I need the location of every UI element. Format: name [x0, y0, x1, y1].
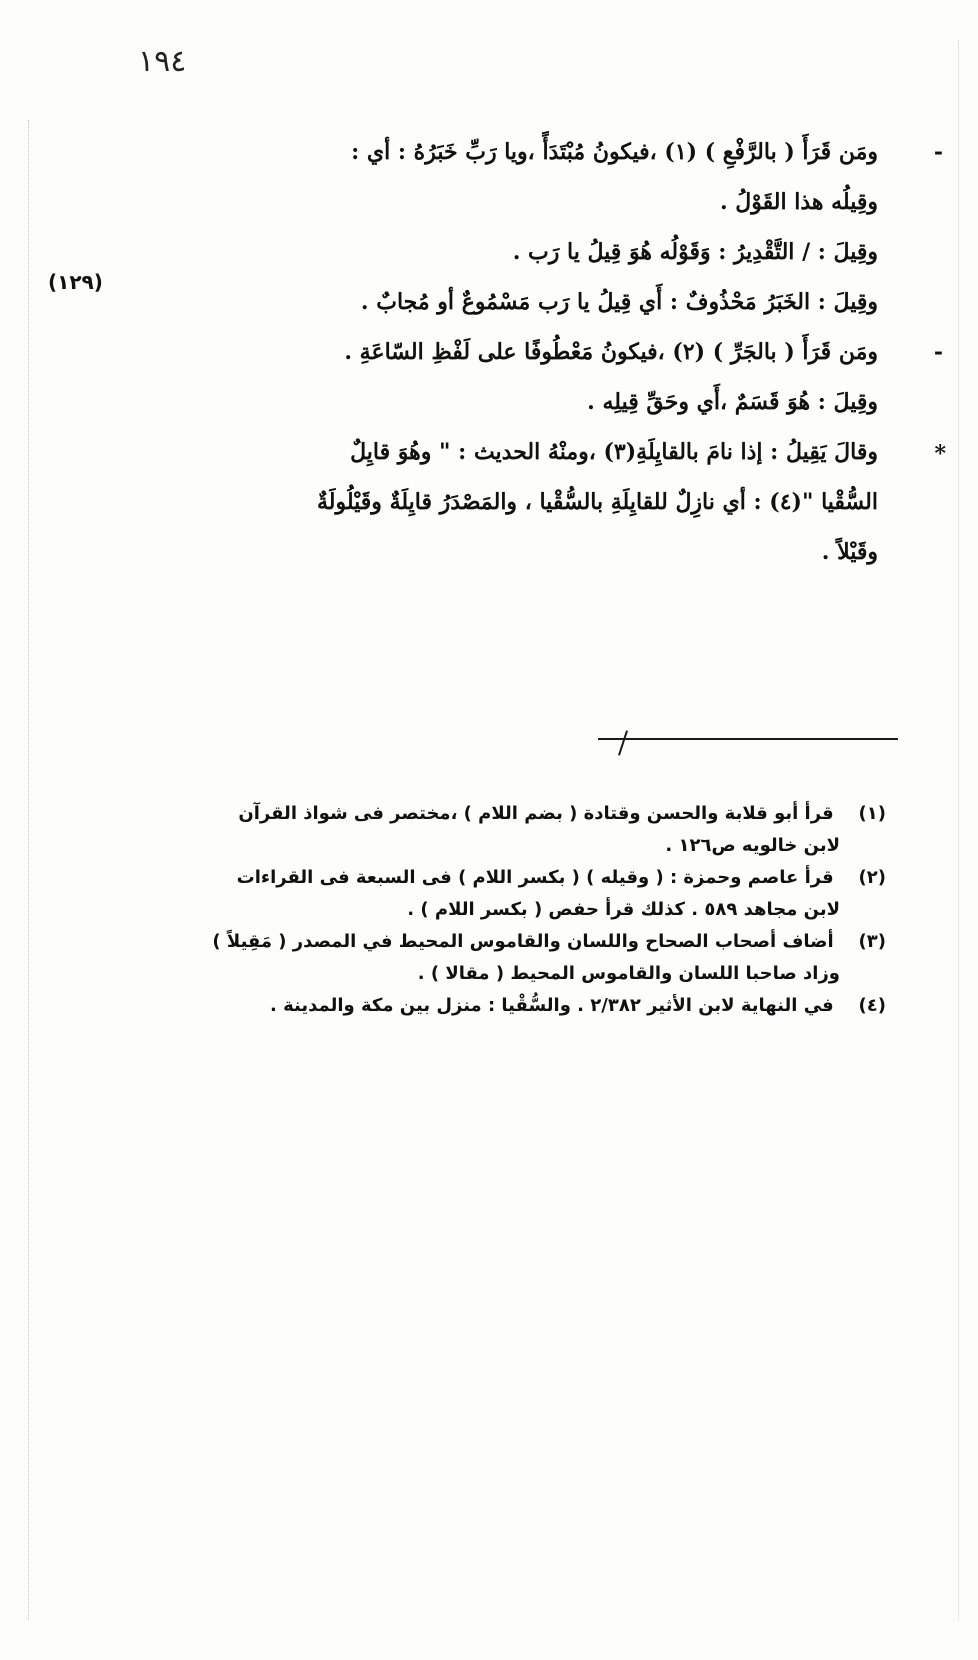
text-line [118, 290, 898, 340]
asterisk-marker: * [934, 441, 946, 467]
footnote-1-continued [106, 830, 886, 862]
footnote-text: أضاف أصحاب الصحاح واللسان والقاموس المحيط في المصدر ( مَقِيلاً ) [212, 931, 834, 952]
footnote-text: لابن خالويه ص١٢٦ . [665, 835, 840, 856]
text-line [118, 540, 898, 590]
text-line-content: وقِيلَ : / التَّقْدِيرُ : وَقَوْلُه هُوَ قِيلُ يا رَب . [512, 239, 878, 265]
text-line-content: وقِيلُه هذا القَوْلُ . [719, 189, 878, 215]
main-text [118, 139, 946, 590]
dash-marker: - [933, 139, 943, 165]
text-line [118, 490, 898, 540]
footnote-number: (٣) [858, 931, 886, 952]
footnote-text: لابن مجاهد ٥٨٩ . كذلك قرأ حفص ( بكسر اللام ) . [407, 899, 840, 920]
footnote-number: (١) [858, 803, 886, 824]
text-line-content: وقَيْلاً . [821, 539, 878, 565]
text-line-content: وقِيلَ : الخَبَرُ مَحْذُوفٌ : أَي قِيلُ يا رَب مَسْمُوعٌ أو مُجابٌ . [360, 289, 878, 315]
text-line-content: ومَن قَرَأَ ( بالرَّفْعِ ) (١) ،فيكونُ مُبْتَدَأً ،ويا رَبِّ خَبَرُهُ : أي : [351, 139, 878, 165]
footnote-3 [106, 926, 886, 958]
text-line-content: وقالَ يَقِيلُ : إذا نامَ بالقايِلَةِ(٣) ،ومنْهُ الحديث : " وهُوَ قايِلٌ [350, 439, 878, 465]
scan-edge-left [28, 120, 30, 1620]
page-number: ١٩٤ [138, 44, 187, 79]
separator-mark [618, 730, 628, 755]
text-line [118, 190, 898, 240]
text-line-content: ومَن قَرَأَ ( بالجَرِّ ) (٢) ،فيكونُ مَعْطُوفًا على لَفْظِ السّاعَةِ . [344, 339, 878, 365]
text-line [118, 339, 943, 390]
text-line [118, 139, 943, 190]
footnote-number: (٤) [858, 995, 886, 1016]
footnotes [106, 798, 886, 1022]
footnote-2-continued [106, 894, 886, 926]
footnote-text: وزاد صاحبا اللسان والقاموس المحيط ( مقالا ) . [417, 963, 840, 984]
text-line [118, 439, 946, 490]
footnote-separator [598, 738, 898, 740]
text-line [118, 390, 898, 440]
text-line [118, 240, 898, 290]
text-line-content: السُّقْيا "(٤) : أي نازِلٌ للقايِلَةِ بالسُّقْيا ، والمَصْدَرُ قايِلَةٌ وقَيْلُولَةٌ [316, 489, 878, 515]
footnote-3-continued [106, 958, 886, 990]
text-line-content: وقِيلَ : هُوَ قَسَمٌ ،أَي وحَقِّ قِيلِه . [587, 389, 878, 415]
footnote-number: (٢) [858, 867, 886, 888]
footnote-1 [106, 798, 886, 830]
footnote-4 [106, 990, 886, 1022]
footnote-text: قرأ عاصم وحمزة : ( وقيله ) ( بكسر اللام ) فى السبعة فى القراءات [236, 867, 834, 888]
footnote-text: في النهاية لابن الأثير ٢/٣٨٢ . والسُّقْيا : منزل بين مكة والمدينة . [270, 995, 834, 1016]
footnote-text: قرأ أبو قلابة والحسن وقتادة ( بضم اللام ) ،مختصر فى شواذ القرآن [238, 803, 834, 824]
margin-folio-reference: (١٢٩) [48, 270, 103, 294]
scan-edge-right [958, 40, 960, 1620]
dash-marker: - [933, 339, 943, 365]
footnote-2 [106, 862, 886, 894]
